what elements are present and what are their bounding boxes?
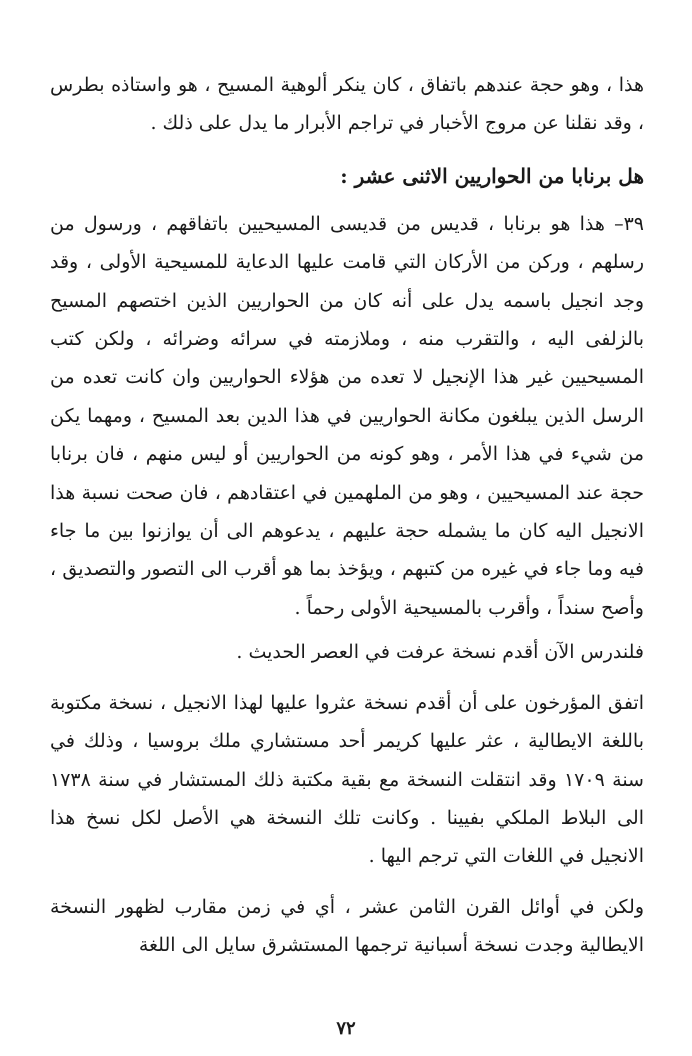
page-number: ٧٢ <box>336 1018 356 1039</box>
manuscript-paragraph: اتفق المؤرخون على أن أقدم نسخة عثروا عليها لهذا الانجيل ، نسخة مكتوبة باللغة الايطالية ، عثر عليها كريمر أحد مستشاري ملك بروسيا ، وذلك في سنة ١٧٠٩ وقد انتقلت النسخة مع بقية مكتبة ذلك المستشار في سنة ١٧٣٨ الى البلاط الملكي بفيينا . وكانت تلك النسخة هي الأصل لكل نسخ هذا الانجيل في اللغات التي ترجم اليها . <box>50 691 644 868</box>
short-paragraph: فلندرس الآن أقدم نسخة عرفت في العصر الحديث . <box>236 641 644 664</box>
main-paragraph: ٣٩– هذا هو برنابا ، قديس من قديسى المسيحيين باتفاقهم ، ورسول من رسلهم ، وركن من الأركان التي قامت عليها الدعاية للمسيحية الأولى ، وقد وجد انجيل باسمه يدل على أنه كان من الحواريين الذين اختصهم المسيح بالزلفى اليه ، والتقرب منه ، وملازمته في سرائه وضرائه ، ولكن كتب المسيحيين غير هذا الإنجيل لا تعده من هؤلاء الحواريين وان كانت تعده من الرسل الذين يبلغون مكانة الحواريين في هذا الدين بعد المسيح ، ومهما يكن من شيء في هذا الأمر ، وهو كونه من الحواريين أو ليس منهم ، فان برنابا حجة عند المسيحيين ، وهو من الملهمين في اعتقادهم ، فان صحت نسبة هذا الانجيل اليه كان ما يشمله حجة عليهم ، يدعوهم الى أن يوازنوا بين ما جاء فيه وما جاء في غيره من كتبهم ، ويؤخذ بما هو أقرب الى التصور والتصديق ، وأصح سنداً ، وأقرب بالمسيحية الأولى رحماً . <box>50 212 644 619</box>
last-paragraph: ولكن في أوائل القرن الثامن عشر ، أي في زمن مقارب لظهور النسخة الايطالية وجدت نسخة أسبانية ترجمها المستشرق سايل الى اللغة <box>50 895 644 957</box>
section-heading: هل برنابا من الحواريين الاثنى عشر : <box>340 163 644 188</box>
intro-paragraph: هذا ، وهو حجة عندهم باتفاق ، كان ينكر ألوهية المسيح ، هو واستاذه بطرس ، وقد نقلنا عن مروج الأخبار في تراجم الأبرار ما يدل على ذلك . <box>50 74 644 135</box>
